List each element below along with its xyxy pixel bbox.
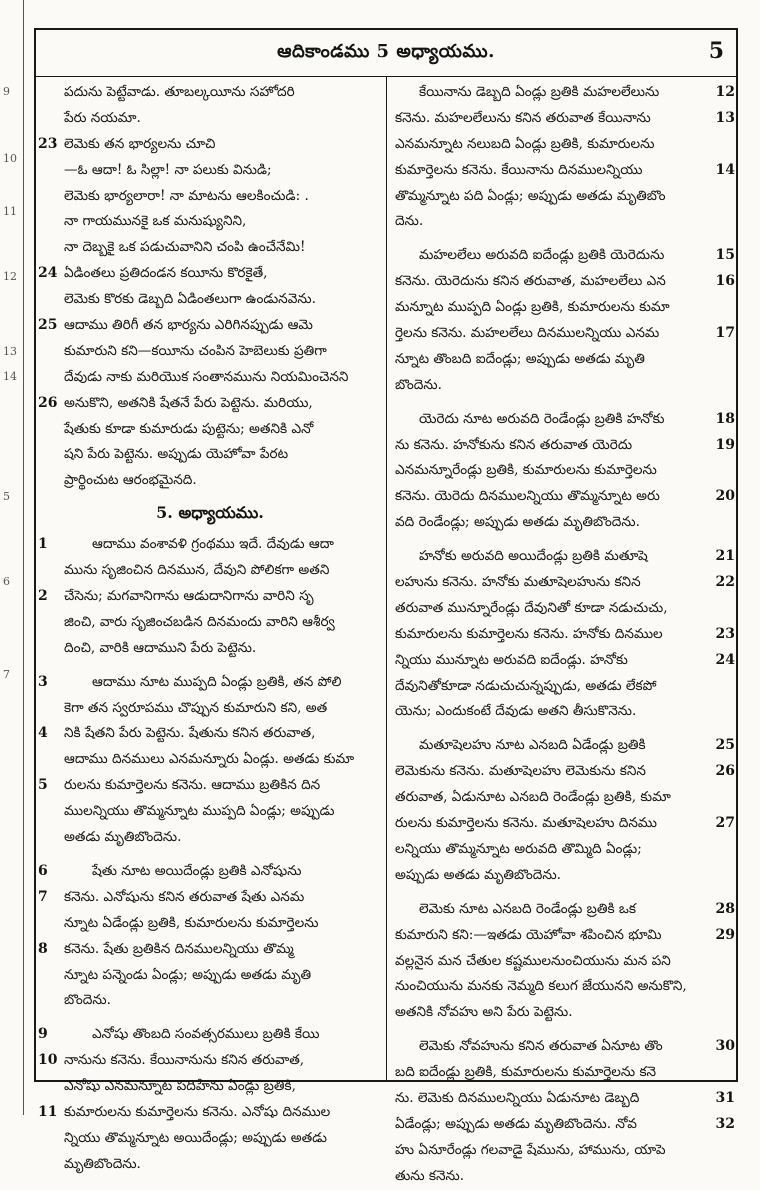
line-text: బది ఐదేండ్లు బ్రతికి, కుమారులను కుమార్తెలను కనె: [395, 1064, 657, 1081]
text-line: [36, 670, 384, 696]
verse-number: 2: [38, 588, 48, 605]
text-line: [389, 106, 737, 132]
verse-number: 7: [38, 888, 48, 905]
line-text: దేవునితోకూడా నడుచుచున్నప్పుడు, అతడు లేకపో: [395, 677, 657, 694]
passage-4: [36, 80, 384, 494]
text-line: [36, 721, 384, 747]
line-text: కుమార్తెలను కనెను. కేయినాను దినములన్నియు: [395, 161, 643, 178]
text-line: [36, 468, 384, 494]
line-text: వల్లనైన మన చేతుల కష్టములనుంచియును మన పని: [395, 952, 671, 969]
text-line: [389, 373, 737, 399]
text-line: [389, 510, 737, 536]
paragraph-gap: [389, 536, 737, 544]
text-line: [389, 484, 737, 510]
paragraph-gap: [389, 725, 737, 733]
text-line: [36, 1126, 384, 1152]
line-text: నికి షేతని పేరు పెట్టెను. షేతును కనిన తరువాత,: [64, 725, 316, 742]
text-line: [389, 269, 737, 295]
verse-number: 8: [38, 940, 48, 957]
paragraph-gap: [389, 235, 737, 243]
line-text: కెగా తన స్వరూపము చొప్పున కుమారుని కని, అత: [64, 699, 328, 716]
line-text: పదును పెట్టేవాడు. తూబల్కయీను సహోదరి: [64, 84, 295, 100]
text-line: [36, 636, 384, 662]
text-line: [36, 696, 384, 722]
verse-number: 30: [715, 1038, 735, 1055]
text-line: [389, 433, 737, 459]
text-line: [36, 209, 384, 235]
text-line: [389, 458, 737, 484]
text-line: [389, 1112, 737, 1138]
line-text: పేరు నయమా.: [64, 109, 141, 126]
text-line: [36, 1048, 384, 1074]
line-text: కుమారులను కుమార్తెలను కనెను. ఎనోషు దినముల: [64, 1103, 331, 1120]
verse-number: 18: [715, 410, 735, 427]
verse-number: 10: [38, 1052, 58, 1069]
line-text: యెను; ఎందుకంటే దేవుడు అతని తీసుకొనెను.: [395, 703, 637, 720]
margin-rule: [23, 0, 24, 1115]
line-text: షేతు నూట అయిదేండ్లు బ్రతికి ఎనోషును: [92, 862, 302, 879]
line-text: ములన్నియు తొమ్మన్నూట ముప్పది ఏండ్లు; అప్పుడు: [64, 803, 335, 820]
line-text: ప్రార్థించుట ఆరంభమైనది.: [64, 472, 197, 489]
line-text: తరువాత మున్నూరేండ్లు దేవునితో కూడా నడుచుచు,: [395, 599, 668, 616]
text-line: [36, 532, 384, 558]
line-text: నానును కనెను. కేయినానును కనిన తరువాత,: [64, 1052, 305, 1069]
verse-number: 19: [715, 436, 735, 453]
line-text: అనుకొని, అతనికి షేతనే పేరు పెట్టెను. మరియు,: [64, 394, 313, 411]
text-line: [36, 747, 384, 773]
line-text: ఆదాము నూట ముప్పది ఏండ్లు బ్రతికి, తన పోలి: [92, 673, 342, 690]
paragraph-gap: [389, 399, 737, 407]
text-line: [36, 1152, 384, 1178]
verse-number: 17: [715, 325, 735, 342]
line-text: లెమెకు నోవహును కనిన తరువాత ఏనూట తొం: [419, 1038, 663, 1055]
line-text: ఎనమన్నూరేండ్లు బ్రతికి, కుమారులను కుమార్తెలను: [395, 462, 657, 479]
verse-number: 31: [715, 1089, 735, 1106]
verse-number: 6: [38, 862, 48, 879]
verse-number: 11: [38, 1103, 58, 1120]
text-line: [36, 773, 384, 799]
verse-number: 5: [38, 777, 48, 794]
text-line: [36, 287, 384, 313]
verse-number: 15: [715, 247, 735, 264]
text-line: [389, 699, 737, 725]
verses-25-27: [389, 733, 737, 888]
line-text: మతూషెలహు నూట ఎనబది ఏడేండ్లు బ్రతికి: [419, 737, 646, 754]
line-text: అప్పుడు అతడు మృతిబొందెను.: [395, 866, 561, 883]
verse-number: 24: [38, 265, 58, 282]
text-line: [389, 158, 737, 184]
line-text: బొందెను.: [395, 376, 442, 393]
text-line: [389, 295, 737, 321]
text-line: [36, 799, 384, 825]
line-text: కనెను. యెరెదును కనిన తరువాత, మహలలేలు ఎన: [395, 273, 666, 290]
line-text: —ఓ ఆదా! ఓ సిల్లా! నా పలుకు వినుడి;: [64, 161, 272, 178]
line-text: తరువాత, ఏడునూట ఎనబది రెండేండ్లు బ్రతికి, కుమా: [395, 789, 671, 806]
margin-number: 11: [3, 205, 17, 218]
text-line: [389, 243, 737, 269]
line-text: లెమెకును కనెను. మతూషెలహు లెమెకును కనిన: [395, 763, 646, 780]
text-line: [36, 132, 384, 158]
verse-number: 22: [715, 574, 735, 591]
verses-3-5: [36, 670, 384, 851]
verse-number: 27: [715, 815, 735, 832]
text-line: [36, 885, 384, 911]
text-line: [36, 106, 384, 132]
line-text: అతడు మృతిబొందెను.: [64, 829, 182, 846]
line-text: షేతుకు కూడా కుమారుడు పుట్టెను; అతనికి ఎనో: [64, 420, 314, 437]
text-line: [36, 235, 384, 261]
line-text: దెను.: [395, 213, 424, 230]
line-text: ఆదాము వంశావళి గ్రంథము ఇదే. దేవుడు ఆదా: [92, 536, 334, 553]
text-line: [36, 442, 384, 468]
text-line: [389, 949, 737, 975]
margin-number: 5: [3, 490, 10, 503]
verses-21-24: [389, 544, 737, 725]
text-line: [36, 417, 384, 443]
line-text: మన్నూట ముప్పది ఏండ్లు బ్రతికి, కుమారులను కుమా: [395, 299, 670, 316]
line-text: యెరెదు నూట అరువది రెండేండ్లు బ్రతికి హనోకు: [419, 410, 665, 427]
verse-number: 29: [715, 926, 735, 943]
text-line: [36, 1022, 384, 1048]
line-text: ను కనెను. హనోకును కనిన తరువాత యెరెదు: [395, 436, 633, 453]
text-line: [389, 184, 737, 210]
line-text: హు ఏనూరేండ్లు గలవాడై షేమును, హామును, యాపె: [395, 1141, 666, 1158]
text-line: [389, 974, 737, 1000]
text-line: [389, 209, 737, 235]
verses-28-29: [389, 897, 737, 1026]
text-line: [389, 407, 737, 433]
text-line: [36, 80, 384, 106]
running-title: ఆదికాండము 5 అధ్యాయము.: [277, 41, 495, 62]
text-line: [389, 1060, 737, 1086]
text-line: [36, 1100, 384, 1126]
line-text: బొందెను.: [64, 992, 111, 1009]
text-line: [36, 1074, 384, 1100]
line-text: మహలలేలు అరువది ఐదేండ్లు బ్రతికి యెరెదును: [419, 247, 665, 264]
text-line: [389, 674, 737, 700]
text-line: [389, 811, 737, 837]
line-text: కుమారులను కుమార్తెలను కనెను. హనోకు దినముల: [395, 625, 663, 642]
text-line: [36, 184, 384, 210]
text-line: [389, 785, 737, 811]
text-line: [389, 1034, 737, 1060]
line-text: కనెను. మహలలేలును కనిన తరువాత కేయినాను: [395, 109, 651, 126]
verse-number: 25: [38, 317, 58, 334]
text-line: [389, 733, 737, 759]
line-text: లహును కనెను. హనోకు మతూషెలహును కనిన: [395, 574, 641, 591]
verse-number: 1: [38, 536, 48, 553]
paragraph-gap: [389, 1026, 737, 1034]
text-line: [389, 1000, 737, 1026]
text-line: [389, 923, 737, 949]
text-line: [36, 911, 384, 937]
verse-number: 21: [715, 548, 735, 565]
line-text: కనెను. యెరెదు దినములన్నియు తొమ్మన్నూట అరు: [395, 488, 660, 505]
line-text: తును కనెను.: [395, 1167, 465, 1184]
line-text: న్నూట పన్నెండు ఏండ్లు; అప్పుడు అతడు మృతి: [64, 966, 312, 983]
line-text: అతనికి నోవహు అని పేరు పెట్టెను.: [395, 1004, 573, 1021]
verses-12-14: [389, 80, 737, 235]
margin-number: 12: [3, 270, 17, 283]
left-column: [36, 80, 384, 1178]
line-text: ఆదాము దినములు ఎనమన్నూరు ఏండ్లు. అతడు కుమా: [64, 751, 355, 768]
text-line: [389, 1086, 737, 1112]
text-line: [389, 759, 737, 785]
verses-15-17: [389, 243, 737, 398]
margin-number: 10: [3, 152, 17, 165]
text-line: [36, 825, 384, 851]
text-line: [36, 391, 384, 417]
line-text: ఆదాము తిరిగీ తన భార్యను ఎరిగినప్పుడు ఆమె: [64, 317, 313, 334]
line-text: చేసెను; మగవానిగాను ఆడుదానిగాను వారిని సృ: [64, 588, 314, 605]
line-text: న్నూట ఏడేండ్లు బ్రతికి, కుమారులను కుమార్తెలను: [64, 914, 319, 931]
text-line: [36, 610, 384, 636]
line-text: హనోకు అరువది అయిదేండ్లు బ్రతికి మతూషె: [419, 548, 648, 565]
line-text: షని పేరు పెట్టెను. అప్పుడు యెహోవా పేరట: [64, 446, 289, 463]
verse-number: 24: [715, 651, 735, 668]
verse-number: 20: [715, 488, 735, 505]
text-line: [389, 1164, 737, 1190]
text-line: [389, 321, 737, 347]
line-text: న్నియు మున్నూట అరువది ఐదేండ్లు. హనోకు: [395, 651, 628, 668]
line-text: దించి, వారికి ఆదాముని పేరు పెట్టెను.: [64, 639, 257, 656]
text-line: [36, 859, 384, 885]
line-text: కనెను. షేతు బ్రతికిన దినములన్నియు తొమ్మ: [64, 940, 294, 957]
verse-number: 14: [715, 161, 735, 178]
verse-number: 28: [715, 900, 735, 917]
verse-number: 25: [715, 737, 735, 754]
text-line: [389, 570, 737, 596]
paragraph-gap: [389, 889, 737, 897]
verses-6-8: [36, 859, 384, 1014]
line-text: లెమెకు భార్యలారా! నా మాటను ఆలకించుడి: .: [64, 187, 309, 204]
text-line: [389, 648, 737, 674]
binding-margin: [0, 0, 34, 1115]
line-text: లన్నియు తొమ్మన్నూట అరువది తొమ్మిది ఏండ్లు;: [395, 840, 642, 857]
line-text: లెమెకు కొరకు డెబ్బది ఏడింతలుగా ఉండునవెను.: [64, 291, 316, 308]
paragraph-gap: [36, 662, 384, 670]
text-line: [36, 158, 384, 184]
text-line: [389, 596, 737, 622]
text-line: [36, 313, 384, 339]
chapter-heading: 5. అధ్యాయము.: [156, 503, 264, 523]
line-text: మృతిబొందెను.: [64, 1155, 141, 1172]
line-text: ఎనోషు తొంబది సంవత్సరములు బ్రతికి కేయి: [92, 1026, 320, 1043]
text-line: [389, 897, 737, 923]
column-divider: [386, 76, 387, 1080]
line-text: మును సృజించిన దినమున, దేవుని పోలికగా అతని: [64, 562, 330, 579]
line-text: న్నియు తొమ్మన్నూట అయిదేండ్లు; అప్పుడు అతడు: [64, 1129, 327, 1146]
verse-number: 3: [38, 673, 48, 690]
line-text: రులను కుమార్తెలను కనెను. ఆదాము బ్రతికిన దిన: [64, 777, 321, 794]
line-text: నా గాయమునకై ఒక మనుష్యునిని,: [64, 213, 247, 230]
line-text: వది రెండేండ్లు; అప్పుడు అతడు మృతిబొందెను.: [395, 514, 640, 531]
line-text: జించి, వారు సృజించబడిన దినమందు వారిని ఆశీర్వ: [64, 613, 335, 630]
line-text: ఏడేండ్లు; అప్పుడు అతడు మృతిబొందెను. నోవ: [395, 1115, 637, 1132]
text-line: [36, 261, 384, 287]
text-line: [36, 584, 384, 610]
line-text: ఎనోషు ఎనమన్నూట పదిహేను ఏండ్లు బ్రతికి,: [64, 1078, 296, 1095]
page-header: [36, 30, 736, 77]
line-text: రులను కుమార్తెలను కనెను. మతూషెలహు దినము: [395, 815, 657, 832]
text-line: [389, 1138, 737, 1164]
verses-18-20: [389, 407, 737, 536]
text-line: [36, 963, 384, 989]
line-text: ఏడింతలు ప్రతిదండన కయీను కొరకైతే,: [64, 265, 268, 282]
verse-number: 26: [715, 763, 735, 780]
text-line: [389, 863, 737, 889]
paragraph-gap: [36, 851, 384, 859]
verse-number: 16: [715, 273, 735, 290]
margin-number: 7: [3, 668, 10, 681]
line-text: నుంచియును మనకు నెమ్మది కలుగ జేయునని అనుకొని,: [395, 978, 687, 995]
text-line: [36, 365, 384, 391]
verses-30-32: [389, 1034, 737, 1189]
right-column: [389, 80, 737, 1190]
verse-number: 23: [715, 625, 735, 642]
verse-number: 32: [715, 1115, 735, 1132]
verse-number: 23: [38, 135, 58, 152]
margin-number: 6: [3, 575, 10, 588]
verses-9-11: [36, 1022, 384, 1177]
line-text: లెమెకు నూట ఎనబది రెండేండ్లు బ్రతికి ఒక: [419, 900, 636, 917]
text-line: [389, 80, 737, 106]
verse-number: 12: [715, 84, 735, 100]
text-line: [36, 339, 384, 365]
line-text: కుమారుని కని:—ఇతడు యెహోవా శపించిన భూమి: [395, 926, 662, 943]
verse-number: 9: [38, 1026, 48, 1043]
line-text: నా దెబ్బకై ఒక పడుచువానిని చంపి ఉంచేనేమి!: [64, 239, 306, 256]
line-text: లెమెకు తన భార్యలను చూచి: [64, 135, 216, 152]
verse-number: 26: [38, 394, 58, 411]
line-text: కనెను. ఎనోషును కనిన తరువాత షేతు ఎనమ: [64, 888, 305, 905]
page-frame: [34, 28, 738, 1184]
line-text: తొమ్మన్నూట పది ఏండ్లు; అప్పుడు అతడు మృతిబొం: [395, 187, 666, 204]
verses-1-2: [36, 532, 384, 661]
margin-number: 13: [3, 345, 17, 358]
text-line: [389, 837, 737, 863]
line-text: దేవుడు నాకు మరియొక సంతానమును నియమించెనని: [64, 368, 349, 385]
text-line: [389, 622, 737, 648]
text-line: [36, 558, 384, 584]
text-line: [36, 937, 384, 963]
line-text: న్నూట తొంబది ఐదేండ్లు; అప్పుడు అతడు మృతి: [395, 350, 645, 367]
text-line: [389, 347, 737, 373]
line-text: కుమారుని కని—కయీను చంపిన హెబెలుకు ప్రతిగా: [64, 342, 327, 359]
paragraph-gap: [36, 1014, 384, 1022]
margin-number: 9: [3, 85, 10, 98]
line-text: ర్తెలను కనెను. మహలలేలు దినములన్నియు ఎనమ: [395, 325, 660, 342]
verse-number: 4: [38, 725, 48, 742]
line-text: ను. లెమెకు దినములన్నియు ఏడునూట డెబ్బది: [395, 1089, 640, 1106]
line-text: కేయినాను డెబ్బది ఏండ్లు బ్రతికి మహలలేలును: [419, 84, 660, 100]
text-line: [389, 132, 737, 158]
verse-number: 13: [715, 109, 735, 126]
margin-number: 14: [3, 370, 17, 383]
line-text: ఎనమన్నూట నలుబది ఏండ్లు బ్రతికి, కుమారులను: [395, 135, 655, 152]
text-line: [36, 988, 384, 1014]
text-line: [389, 544, 737, 570]
page-number: 5: [708, 38, 724, 64]
